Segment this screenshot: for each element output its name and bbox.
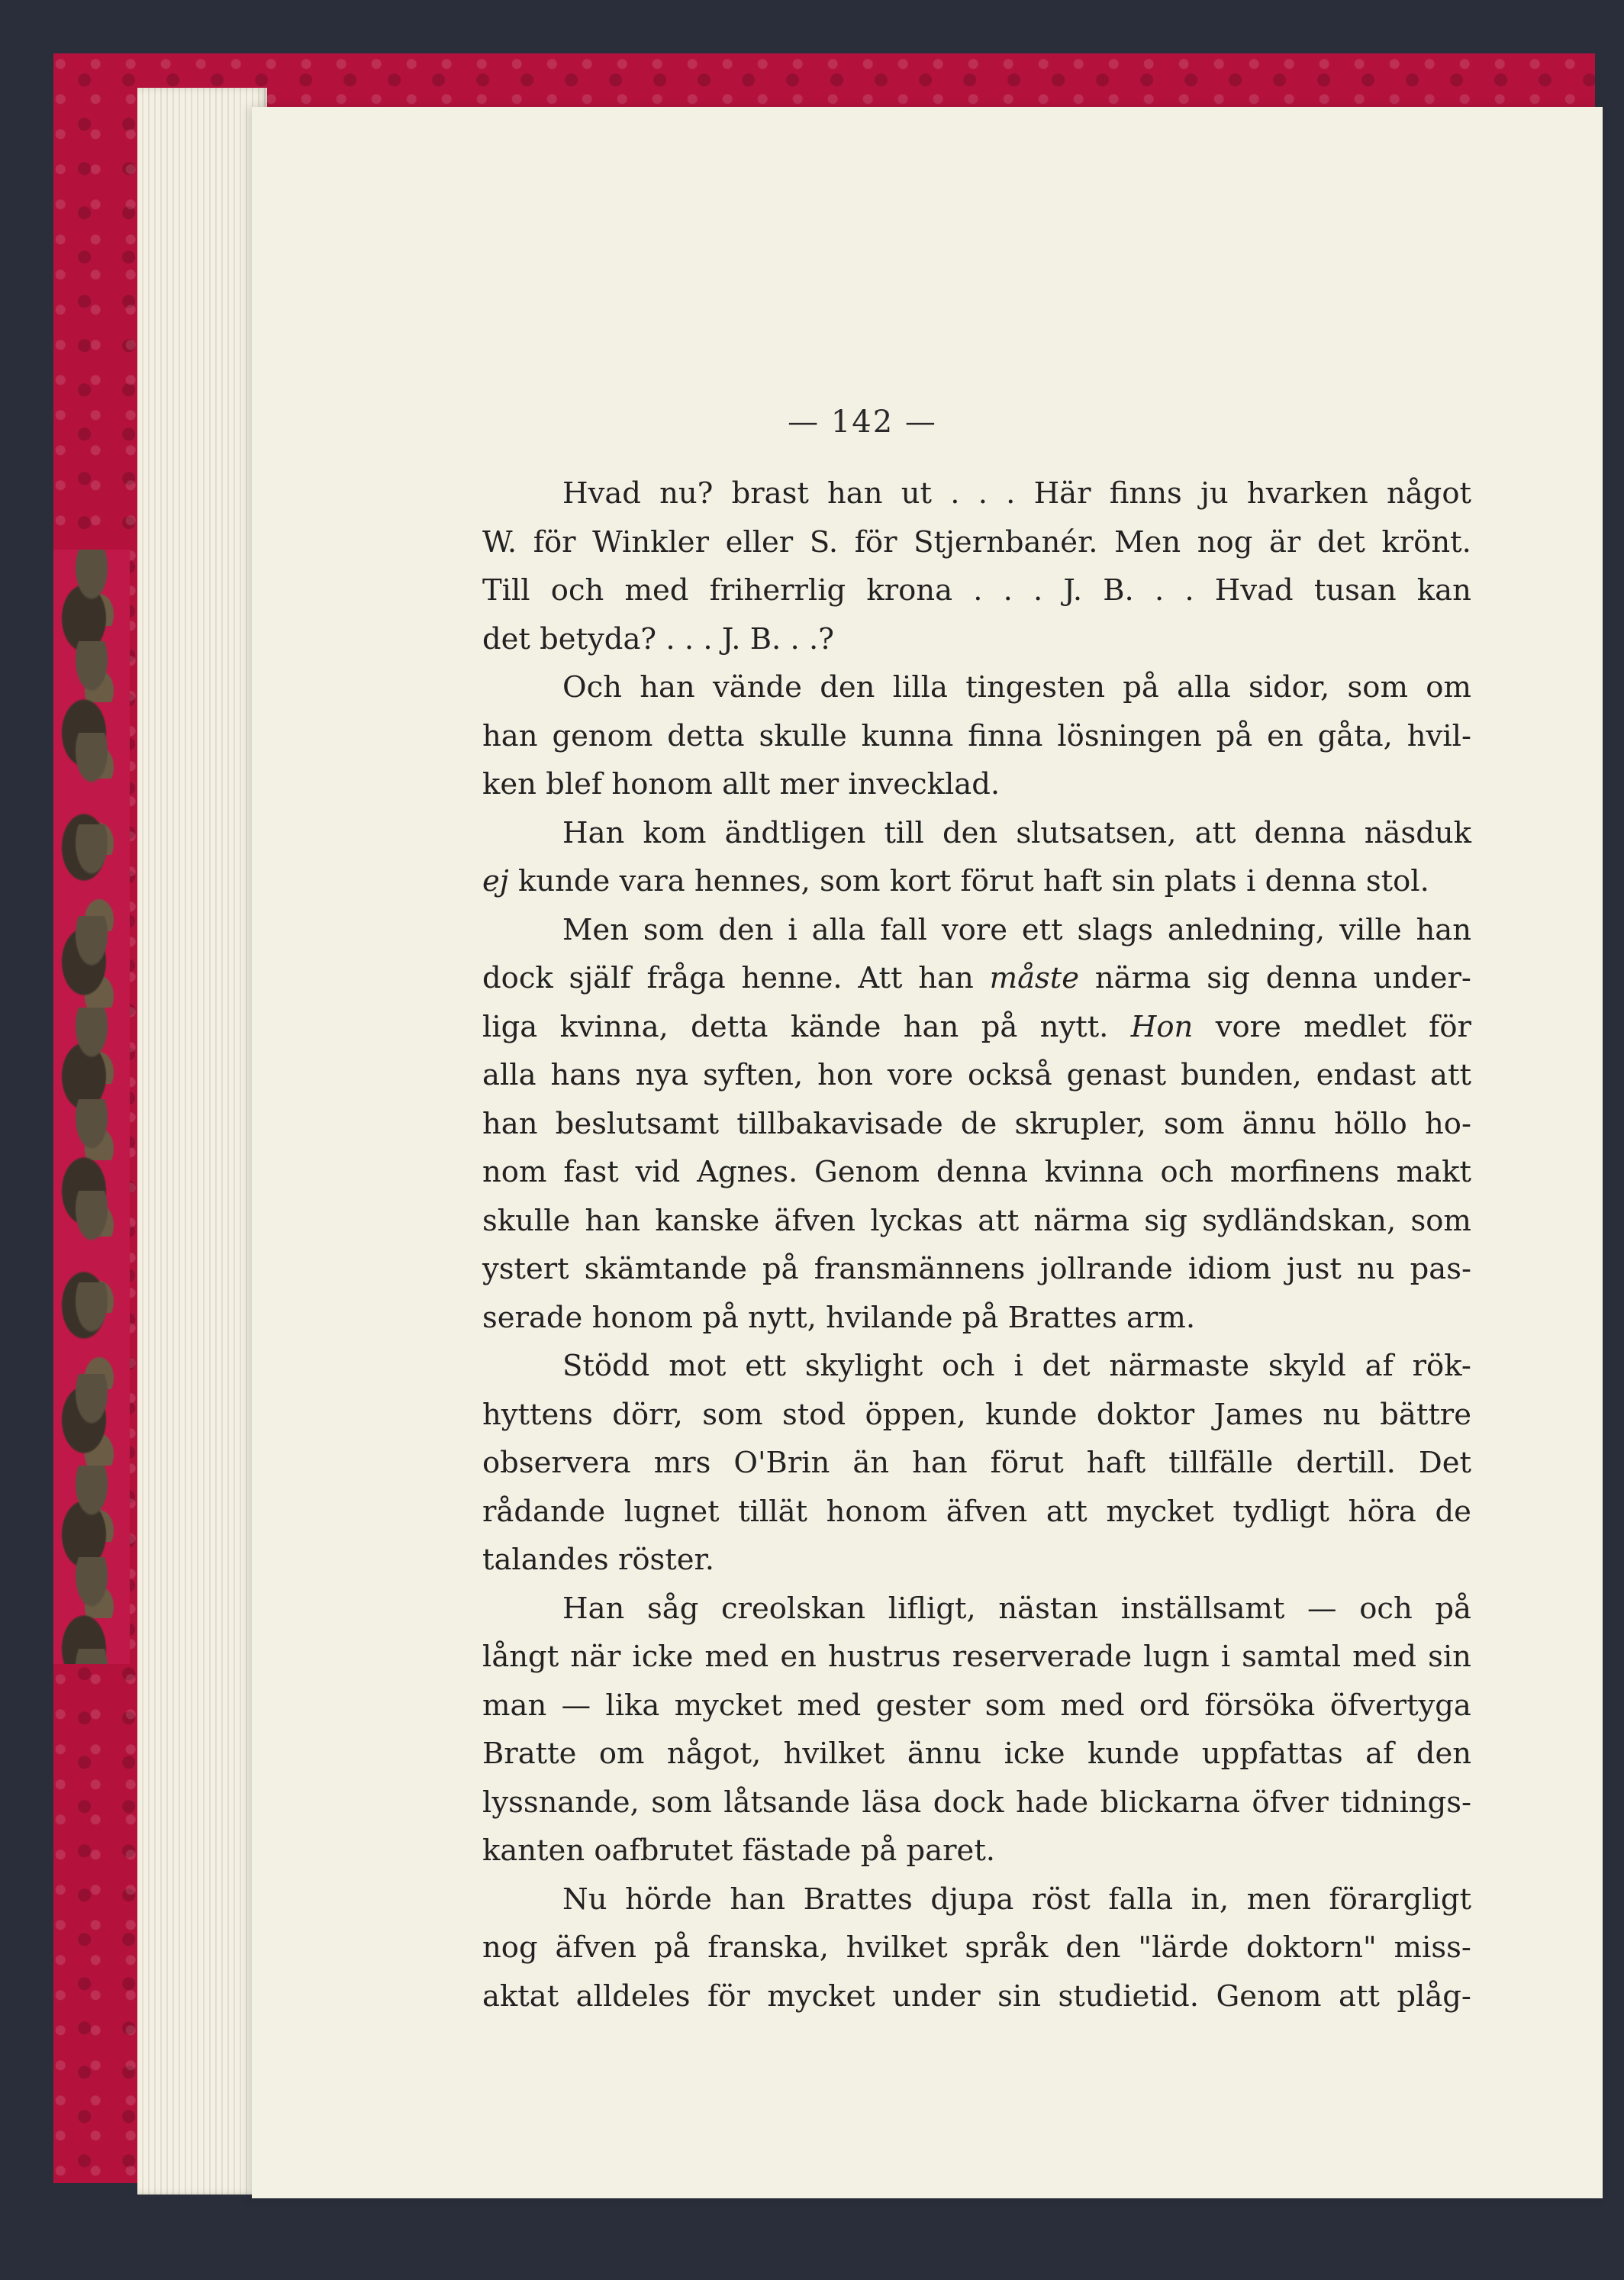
paragraph	[482, 1342, 1471, 1585]
paragraph	[482, 469, 1471, 663]
paragraph	[482, 663, 1471, 809]
text-line: Och han vände den lilla tingesten på alla sidor, som om	[562, 670, 1471, 705]
body-text	[482, 469, 1471, 2020]
paragraph	[482, 1875, 1471, 2021]
text-line: hyttens dörr, som stod öppen, kunde doktor James nu bättre	[482, 1397, 1471, 1432]
text-line: W. för Winkler eller S. för Stjernbanér. Men nog är det krönt.	[482, 524, 1471, 560]
text-line: Stödd mot ett skylight och i det närmaste skyld af rök-	[562, 1349, 1471, 1383]
page-number: — 142 —	[788, 405, 937, 440]
marbled-spine	[53, 550, 130, 1664]
text-line: det betyda? . . . J. B. . .?	[482, 621, 834, 656]
text-line: Han såg creolskan lifligt, nästan inställsamt — och på	[562, 1591, 1472, 1626]
text-line: ej kunde vara hennes, som kort förut haft sin plats i denna stol.	[482, 864, 1429, 898]
text-line: aktat alldeles för mycket under sin studietid. Genom att plåg-	[482, 1978, 1471, 2014]
text-line: nog äfven på franska, hvilket språk den "lärde doktorn" miss-	[482, 1930, 1471, 1965]
page-edges	[137, 88, 267, 2195]
text-line: han beslutsamt tillbakavisade de skrupler, som ännu höllo ho-	[482, 1106, 1471, 1141]
text-line: Men som den i alla fall vore ett slags anledning, ville han	[562, 912, 1471, 947]
text-line: kanten oafbrutet fästade på paret.	[482, 1833, 996, 1868]
text-line: Bratte om något, hvilket ännu icke kunde uppfattas af den	[482, 1737, 1472, 1771]
text-line: ken blef honom allt mer invecklad.	[482, 767, 1000, 801]
book-page	[252, 107, 1603, 2198]
text-line: observera mrs O'Brin än han förut haft tillfälle dertill. Det	[482, 1446, 1471, 1480]
text-line: liga kvinna, detta kände han på nytt. Hon vore medlet för	[482, 1009, 1471, 1044]
text-line: skulle han kanske äfven lyckas att närma sig sydländskan, som	[482, 1203, 1471, 1238]
text-line: Han kom ändtligen till den slutsatsen, att denna näsduk	[562, 815, 1471, 850]
text-line: serade honom på nytt, hvilande på Brattes arm.	[482, 1300, 1196, 1335]
text-line: han genom detta skulle kunna finna lösningen på en gåta, hvil-	[482, 718, 1471, 753]
paragraph	[482, 906, 1471, 1343]
text-line: ystert skämtande på fransmännens jollrande idiom just nu pas-	[482, 1252, 1471, 1286]
text-line: dock själf fråga henne. Att han måste närma sig denna under-	[482, 961, 1471, 995]
text-line: lyssnande, som låtsande läsa dock hade blickarna öfver tidnings-	[482, 1785, 1471, 1820]
text-line: Nu hörde han Brattes djupa röst falla in, men förargligt	[562, 1882, 1471, 1917]
text-line: långt när icke med en hustrus reserverade lugn i samtal med sin	[482, 1640, 1471, 1674]
text-line: rådande lugnet tillät honom äfven att mycket tydligt höra de	[482, 1494, 1471, 1529]
text-line: man — lika mycket med gester som med ord försöka öfvertyga	[482, 1688, 1471, 1723]
text-line: nom fast vid Agnes. Genom denna kvinna och morfinens makt	[482, 1155, 1471, 1189]
text-line: alla hans nya syften, hon vore också genast bunden, endast att	[482, 1058, 1471, 1092]
text-line: talandes röster.	[482, 1543, 714, 1577]
paragraph	[482, 809, 1471, 906]
paragraph	[482, 1585, 1471, 1875]
text-line: Till och med friherrlig krona . . . J. B. . . Hvad tusan kan	[482, 573, 1471, 608]
text-line: Hvad nu? brast han ut . . . Här finns ju hvarken något	[562, 476, 1471, 511]
